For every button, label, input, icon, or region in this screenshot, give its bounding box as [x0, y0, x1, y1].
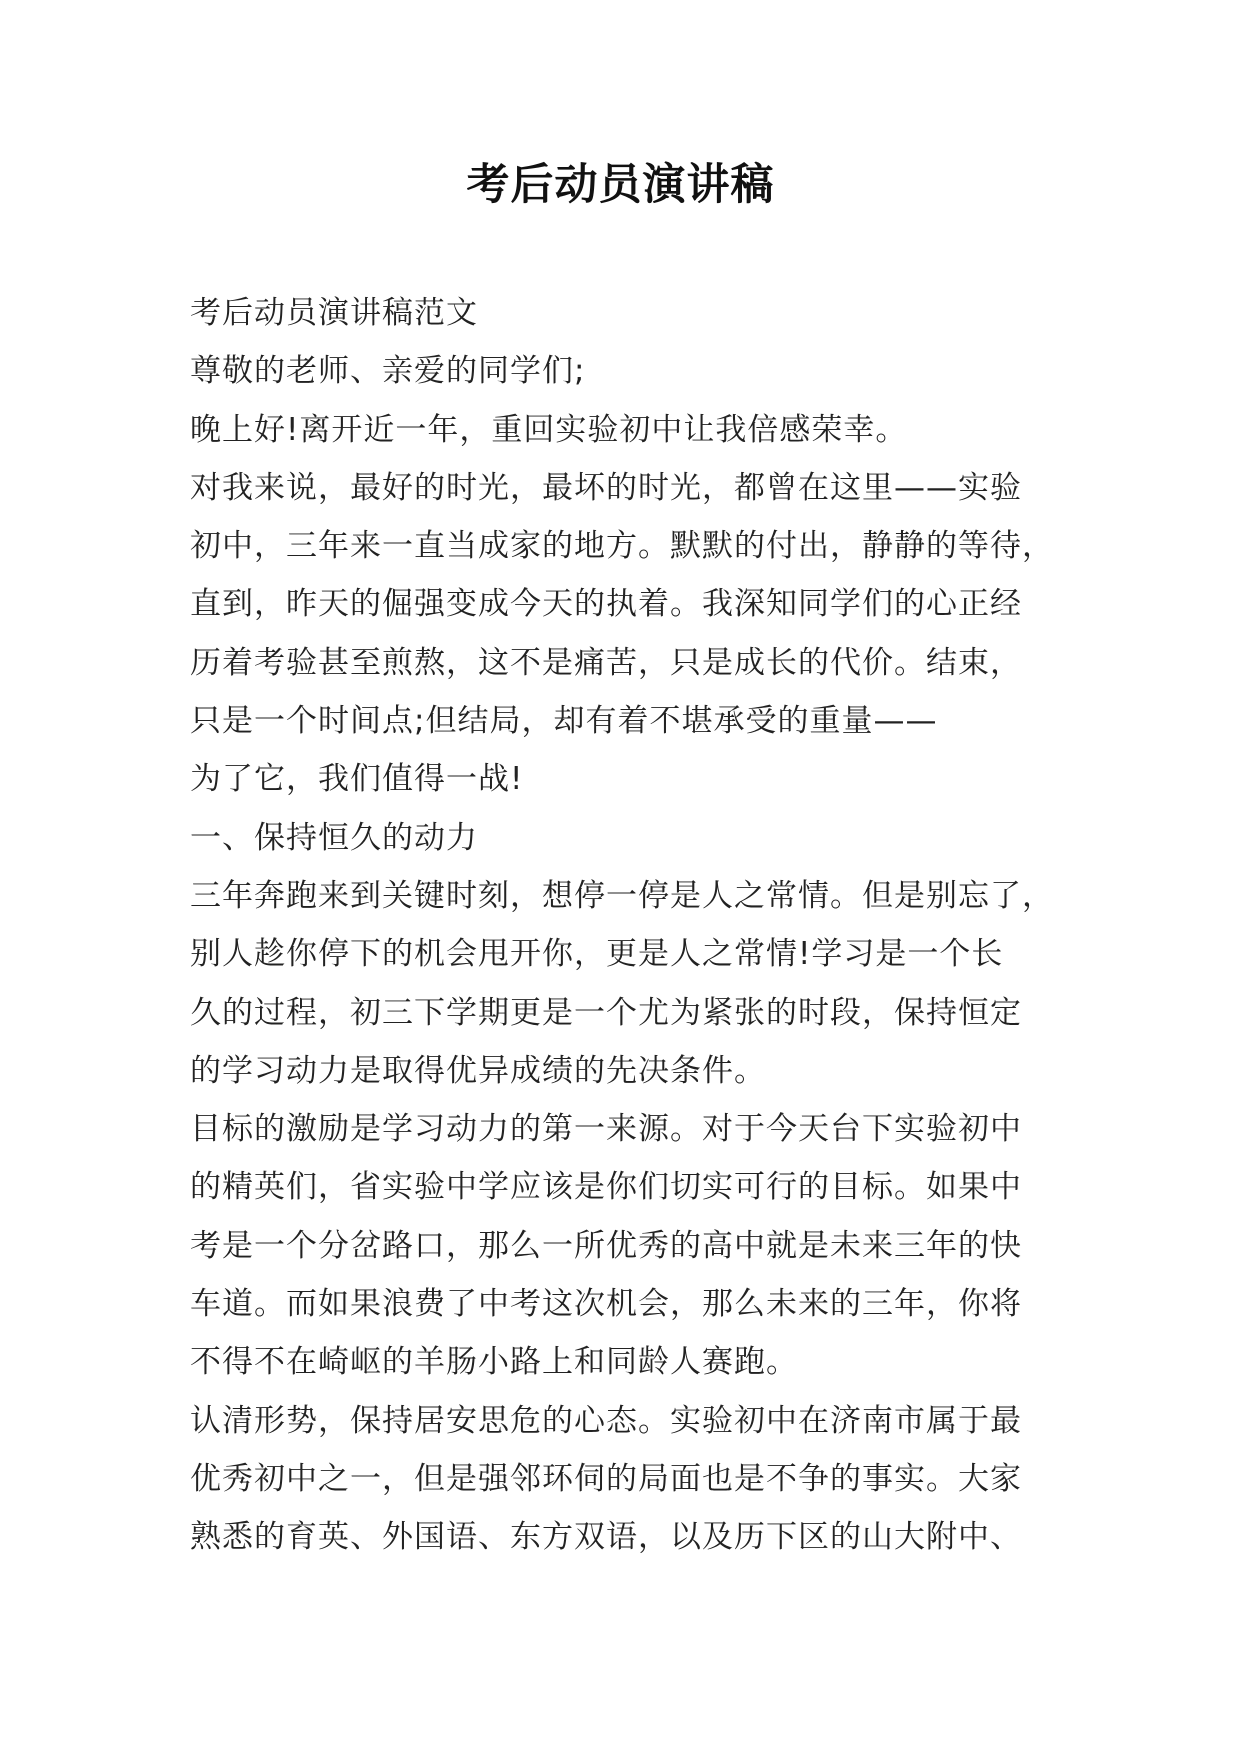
text-line: 尊敬的老师、亲爱的同学们; — [190, 353, 586, 390]
text-line: 别人趁你停下的机会甩开你，更是人之常情!学习是一个长 — [190, 936, 1004, 973]
text-line: 历着考验甚至煎熬，这不是痛苦，只是成长的代价。结束， — [190, 644, 1022, 681]
text-line: 不得不在崎岖的羊肠小路上和同龄人赛跑。 — [190, 1344, 798, 1381]
text-line: 为了它，我们值得一战! — [190, 761, 524, 798]
document-body — [190, 284, 1070, 1567]
text-line: 优秀初中之一，但是强邻环伺的局面也是不争的事实。大家 — [190, 1460, 1022, 1497]
text-line: 初中，三年来一直当成家的地方。默默的付出，静静的等待， — [190, 528, 1054, 565]
document-title: 考后动员演讲稿 — [466, 160, 775, 210]
text-line: 晚上好!离开近一年，重回实验初中让我倍感荣幸。 — [190, 411, 908, 448]
text-line: 的精英们，省实验中学应该是你们切实可行的目标。如果中 — [190, 1169, 1022, 1206]
text-line: 久的过程，初三下学期更是一个尤为紧张的时段，保持恒定 — [190, 994, 1022, 1031]
text-line: 只是一个时间点;但结局，却有着不堪承受的重量—— — [190, 703, 938, 740]
text-line: 的学习动力是取得优异成绩的先决条件。 — [190, 1052, 766, 1089]
section-heading: 一、保持恒久的动力 — [190, 819, 478, 856]
text-line: 熟悉的育英、外国语、东方双语，以及历下区的山大附中、 — [190, 1519, 1022, 1556]
text-line: 车道。而如果浪费了中考这次机会，那么未来的三年，你将 — [190, 1286, 1022, 1323]
text-line: 考是一个分岔路口，那么一所优秀的高中就是未来三年的快 — [190, 1227, 1022, 1264]
text-line: 对我来说，最好的时光，最坏的时光，都曾在这里——实验 — [190, 469, 1022, 506]
text-line: 考后动员演讲稿范文 — [190, 295, 478, 331]
text-line: 直到，昨天的倔强变成今天的执着。我深知同学们的心正经 — [190, 586, 1022, 623]
text-line: 认清形势，保持居安思危的心态。实验初中在济南市属于最 — [190, 1402, 1022, 1439]
text-line: 三年奔跑来到关键时刻，想停一停是人之常情。但是别忘了， — [190, 877, 1054, 914]
text-line: 目标的激励是学习动力的第一来源。对于今天台下实验初中 — [190, 1111, 1022, 1148]
